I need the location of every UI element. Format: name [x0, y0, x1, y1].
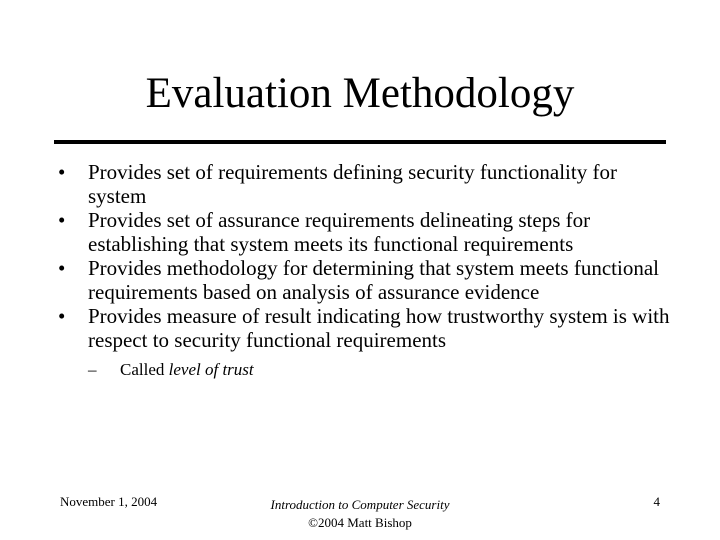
bullet-text: Provides set of assurance requirements delineating steps for establishing that system meets its functional requirements: [88, 208, 591, 256]
bullet-icon: •: [58, 208, 66, 232]
dash-icon: –: [88, 360, 97, 379]
bullet-item: [54, 160, 674, 208]
page-number: 4: [653, 494, 660, 509]
footer-center: [210, 496, 510, 532]
sub-bullet-term: level of trust: [168, 360, 254, 379]
footer-course-title: Introduction to Computer Security: [270, 497, 450, 512]
bullet-icon: •: [58, 256, 66, 280]
bullet-text: Provides measure of result indicating how trustworthy system is with respect to security functional requirements: [88, 304, 670, 352]
bullet-icon: •: [58, 160, 66, 184]
slide-title: Evaluation Methodology: [145, 70, 575, 117]
title-divider: [54, 140, 666, 144]
sub-bullet-prefix: Called: [120, 360, 165, 379]
footer-copyright: ©2004 Matt Bishop: [308, 515, 412, 530]
sub-bullet-list: [88, 359, 674, 381]
bullet-icon: •: [58, 304, 66, 328]
bullet-text: Provides methodology for determining that system meets functional requirements based on analysis of assurance evidence: [88, 256, 659, 304]
bullet-list: [54, 160, 674, 381]
footer-date: November 1, 2004: [60, 494, 158, 509]
bullet-item: [54, 304, 674, 381]
bullet-item: [54, 208, 674, 256]
bullet-item: [54, 256, 674, 304]
bullet-text: Provides set of requirements defining security functionality for system: [88, 160, 617, 208]
sub-bullet-item: [88, 359, 674, 381]
